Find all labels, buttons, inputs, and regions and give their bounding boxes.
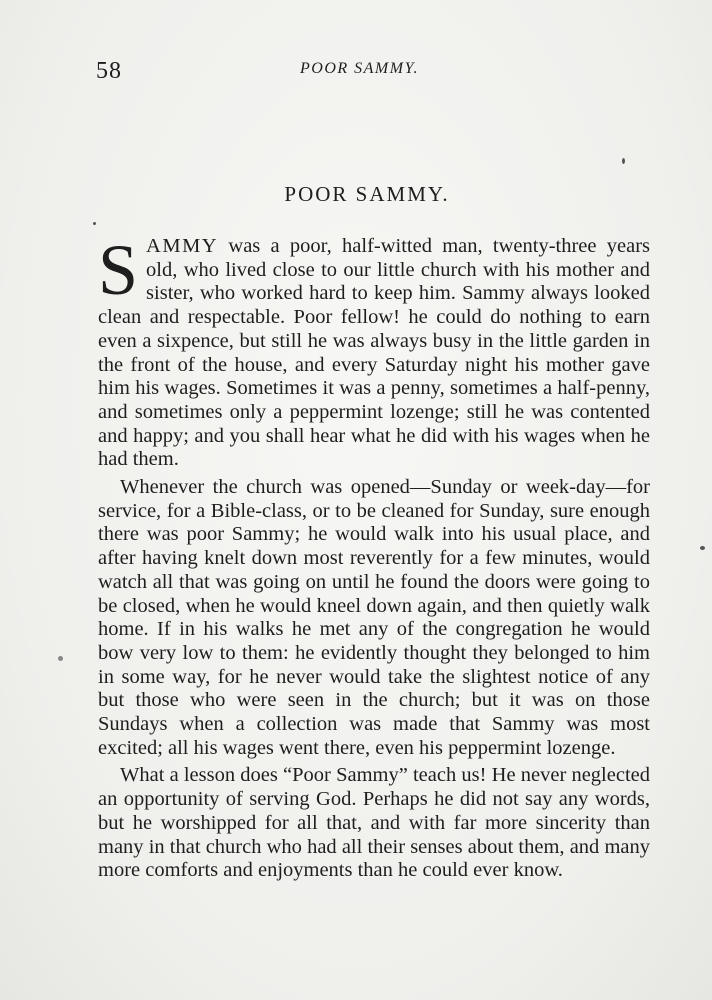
ink-speck (700, 546, 705, 550)
lead-word: AMMY (146, 235, 219, 257)
running-head: POOR SAMMY. (300, 60, 420, 77)
paragraph-1-text: was a poor, half-witted man, twenty-three years old, who lived close to our little church with his mother and sister, who worked hard to keep him. Sammy always looked clean and respectable. Poor fellow! he could do nothing to earn even a sixpence, but still he was always busy in the little garden in the front of the house, and every Saturday night his mother gave him his wages. Sometimes it was a penny, sometimes a half-penny, and sometimes only a peppermint lozenge; still he was contented and happy; and you shall hear what he did with his wages when he had them. (98, 235, 650, 471)
paragraph-2: Whenever the church was opened—Sunday or week-day—for service, for a Bible-class, or to be cleaned for Sunday, sure enough there was poor Sammy; he would walk into his usual place, and after having knelt down most reverently for a few minutes, would watch all that was going on until he found the doors were going to be closed, when he would kneel down again, and then quietly walk home. If in his walks he met any of the congregation he would bow very low to them: he evidently thought they belonged to him in some way, for he never would take the slightest notice of any but those who were seen in the church; but it was on those Sundays when a collection was made that Sammy was most excited; all his wages went there, even his peppermint lozenge. (98, 476, 650, 759)
ink-speck (622, 158, 625, 164)
paragraph-3: What a lesson does “Poor Sammy” teach us! He never neglected an opportunity of serving God. Perhaps he did not say any words, but he worshipped for all that, and with far more sincerity than many in that church who had all their senses about them, and many more comforts and enjoyments than he could ever know. (98, 764, 650, 882)
body-text (98, 230, 650, 887)
ink-speck (93, 222, 96, 225)
page-number: 58 (96, 58, 122, 84)
drop-cap: S (98, 230, 139, 310)
chapter-title: POOR SAMMY. (284, 182, 450, 206)
paragraph-1 (98, 230, 650, 472)
ink-speck (58, 656, 63, 661)
